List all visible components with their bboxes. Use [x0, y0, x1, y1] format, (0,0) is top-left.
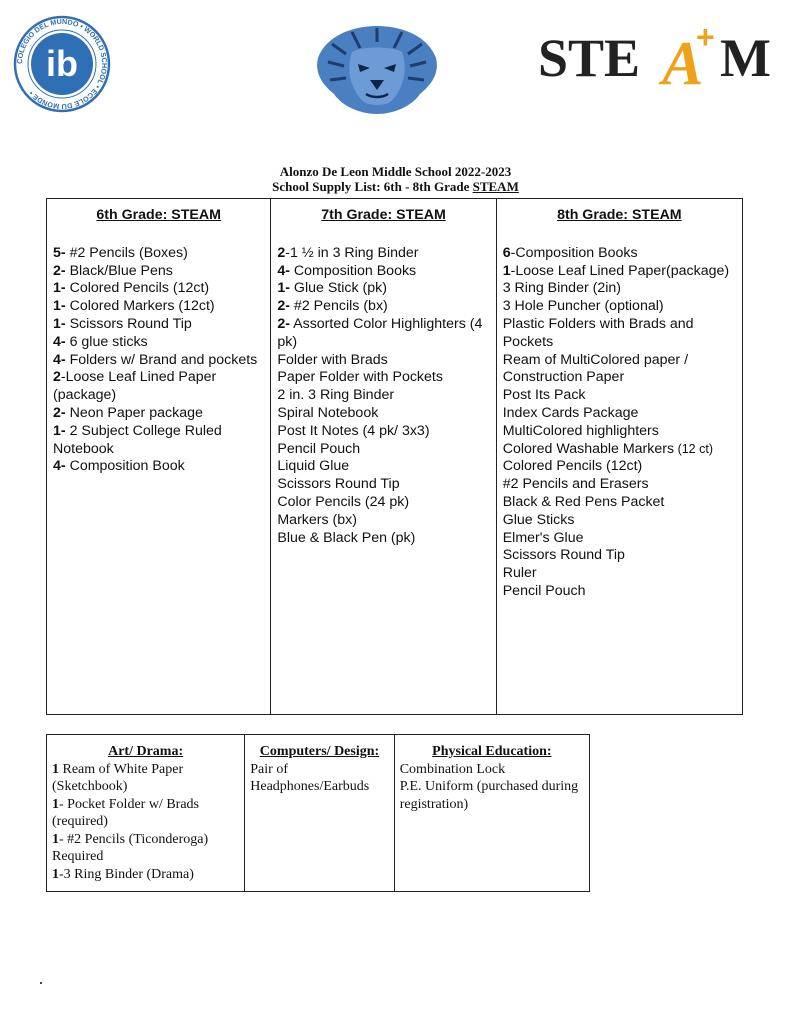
item-quantity: 5-: [53, 244, 66, 261]
item-count-note: (12 ct): [674, 441, 713, 456]
item-text: Colored Markers (12ct): [65, 298, 215, 315]
item-quantity: 1-: [277, 280, 290, 297]
grade-6-heading: 6th Grade: STEAM: [96, 207, 221, 223]
item-quantity: 2-: [53, 262, 66, 279]
physical-education-heading: Physical Education:: [432, 744, 552, 759]
list-item: [503, 441, 736, 459]
grade-8-list: [503, 245, 736, 601]
document-title: [0, 164, 791, 194]
list-item: [503, 494, 736, 512]
item-quantity: 4-: [53, 458, 66, 475]
list-item: [503, 458, 736, 476]
computers-design-column: [244, 735, 393, 891]
item-text: 2 Subject College Ruled Notebook: [53, 422, 222, 457]
item-text: Color Pencils (24 pk): [277, 493, 410, 510]
item-text: #2 Pencils (Boxes): [65, 244, 188, 261]
svg-text:+: +: [696, 19, 715, 55]
list-item: [277, 476, 489, 494]
list-item: [52, 796, 239, 831]
item-text: Plastic Folders with Brads and Pockets: [502, 315, 694, 350]
list-item: [503, 583, 736, 601]
item-text: Pencil Pouch: [502, 582, 586, 599]
list-item: [52, 761, 239, 796]
item-quantity: 2-: [277, 298, 290, 315]
grade-supply-table: [46, 198, 743, 715]
item-text: Pencil Pouch: [277, 440, 361, 457]
list-item: [53, 458, 264, 476]
item-quantity: 2: [53, 369, 61, 386]
list-item: [503, 530, 736, 548]
list-item: [53, 298, 264, 316]
item-text: -Composition Books: [510, 244, 638, 261]
list-item: [53, 405, 264, 423]
item-quantity: 4-: [53, 351, 66, 368]
item-text: Liquid Glue: [277, 458, 350, 475]
list-item: [503, 316, 736, 352]
list-item: [277, 441, 489, 459]
item-text: #2 Pencils and Erasers: [502, 476, 649, 493]
list-item: [277, 352, 489, 370]
physical-education-list: [400, 761, 584, 814]
grade-7-heading: 7th Grade: STEAM: [321, 207, 446, 223]
item-text: MultiColored highlighters: [502, 422, 659, 439]
svg-text:A: A: [662, 30, 704, 94]
item-text: Ream of MultiColored paper / Construction Paper: [502, 351, 689, 386]
list-item: [277, 512, 489, 530]
list-item: [503, 352, 736, 388]
computers-design-heading: Computers/ Design:: [259, 744, 380, 759]
item-quantity: 1: [52, 831, 59, 847]
list-item: [277, 423, 489, 441]
list-item: [503, 280, 736, 298]
item-quantity: 1: [52, 796, 59, 812]
list-item: [53, 369, 264, 405]
computers-design-list: [250, 761, 388, 796]
item-text: Neon Paper package: [65, 404, 203, 421]
list-item: [277, 405, 489, 423]
item-text: Folders w/ Brand and pockets: [65, 351, 258, 368]
grade-7-column: [270, 199, 495, 714]
item-quantity: 2-: [277, 315, 290, 332]
item-quantity: 1: [502, 262, 511, 279]
item-text: - Pocket Folder w/ Brads (required): [52, 796, 199, 829]
item-text: -3 Ring Binder (Drama): [59, 866, 194, 882]
item-text: 3 Hole Puncher (optional): [502, 298, 664, 315]
item-text: - #2 Pencils (Ticonderoga) Required: [52, 831, 209, 864]
item-text: Composition Book: [65, 458, 185, 475]
item-quantity: 6: [502, 244, 511, 261]
item-text: Post It Notes (4 pk/ 3x3): [277, 422, 430, 439]
item-text: Colored Pencils (12ct): [65, 280, 210, 297]
list-item: [53, 423, 264, 459]
title-line-2: [0, 179, 791, 194]
title-line-1: Alonzo De Leon Middle School 2022-2023: [279, 164, 512, 179]
title-line-2-part2: STEAM: [472, 179, 519, 194]
list-item: [277, 245, 489, 263]
list-item: [400, 778, 584, 813]
list-item: [277, 458, 489, 476]
item-quantity: 1: [52, 761, 59, 777]
grade-8-column: [496, 199, 742, 714]
item-text: -Loose Leaf Lined Paper (package): [53, 369, 217, 404]
item-text: Spiral Notebook: [277, 404, 379, 421]
item-text: Markers (bx): [277, 511, 357, 528]
art-drama-list: [52, 761, 239, 884]
list-item: [503, 405, 736, 423]
item-text: Post Its Pack: [502, 387, 586, 404]
item-text: Elmer's Glue: [502, 529, 584, 546]
item-text: Glue Stick (pk): [289, 280, 387, 297]
ib-ring-text: COLEGIO DEL MUNDO • WORLD SCHOOL • ÉCOLE DU MONDE •: [14, 16, 110, 112]
list-item: [53, 352, 264, 370]
item-quantity: 1-: [53, 315, 66, 332]
item-quantity: 1-: [53, 298, 66, 315]
item-text: Folder with Brads: [277, 351, 388, 368]
list-item: [503, 263, 736, 281]
list-item: [52, 831, 239, 866]
list-item: [277, 298, 489, 316]
list-item: [277, 530, 489, 548]
art-drama-heading: Art/ Drama:: [108, 744, 184, 759]
item-text: Colored Pencils (12ct): [502, 458, 643, 475]
item-text: Scissors Round Tip: [277, 476, 400, 493]
item-quantity: 4-: [53, 333, 66, 350]
title-line-2-part1: School Supply List: 6th - 8th Grade: [272, 179, 473, 194]
item-quantity: 1: [52, 866, 59, 882]
list-item: [250, 761, 388, 796]
list-item: [277, 316, 489, 352]
ib-letters: ib: [46, 43, 78, 84]
item-text: 2 in. 3 Ring Binder: [277, 387, 395, 404]
item-text: Glue Sticks: [502, 511, 575, 528]
list-item: [400, 761, 584, 779]
item-text: Black & Red Pens Packet: [502, 493, 665, 510]
grade-6-list: [53, 245, 264, 476]
list-item: [503, 547, 736, 565]
list-item: [53, 263, 264, 281]
item-quantity: 2: [277, 244, 286, 261]
svg-text:M: M: [720, 28, 771, 88]
list-item: [277, 280, 489, 298]
list-item: [53, 245, 264, 263]
item-text: Colored Washable Markers: [502, 440, 675, 457]
item-text: Assorted Color Highlighters (4 pk): [277, 315, 483, 350]
svg-text:STE: STE: [538, 28, 641, 88]
list-item: [277, 387, 489, 405]
item-text: Black/Blue Pens: [65, 262, 173, 279]
list-item: [277, 369, 489, 387]
list-item: [503, 565, 736, 583]
item-text: Index Cards Package: [502, 404, 639, 421]
art-drama-column: [47, 735, 244, 891]
item-quantity: 1-: [53, 280, 66, 297]
item-text: 6 glue sticks: [65, 333, 148, 350]
item-text: 3 Ring Binder (2in): [502, 280, 622, 297]
list-item: [53, 280, 264, 298]
item-text: Ruler: [502, 565, 537, 582]
list-item: [277, 494, 489, 512]
item-text: P.E. Uniform (purchased during registration): [399, 779, 579, 812]
list-item: [503, 245, 736, 263]
list-item: [52, 866, 239, 884]
item-quantity: 1-: [53, 422, 66, 439]
grade-6-column: [47, 199, 270, 714]
grade-7-list: [277, 245, 489, 548]
item-text: Scissors Round Tip: [502, 547, 625, 564]
list-item: [53, 334, 264, 352]
item-quantity: 2-: [53, 404, 66, 421]
list-item: [53, 316, 264, 334]
list-item: [277, 263, 489, 281]
item-text: -Loose Leaf Lined Paper(package): [510, 262, 730, 279]
item-text: Composition Books: [289, 262, 417, 279]
steam-logo: [536, 18, 776, 94]
item-quantity: 4-: [277, 262, 290, 279]
stray-mark: [40, 982, 42, 984]
item-text: Ream of White Paper (Sketchbook): [52, 761, 184, 794]
item-text: Scissors Round Tip: [65, 315, 192, 332]
list-item: [503, 387, 736, 405]
physical-education-column: [394, 735, 589, 891]
list-item: [503, 476, 736, 494]
grade-8-heading: 8th Grade: STEAM: [557, 207, 682, 223]
item-text: Paper Folder with Pockets: [277, 369, 443, 386]
list-item: [503, 423, 736, 441]
list-item: [503, 298, 736, 316]
item-text: Pair of Headphones/Earbuds: [250, 761, 370, 794]
item-text: Combination Lock: [399, 761, 506, 777]
item-text: -1 ½ in 3 Ring Binder: [285, 244, 419, 261]
item-text: #2 Pencils (bx): [289, 298, 388, 315]
ib-world-school-logo: [12, 14, 112, 114]
item-text: Blue & Black Pen (pk): [277, 529, 416, 546]
electives-supply-table: [46, 734, 590, 892]
lion-mascot-logo: [312, 24, 442, 116]
list-item: [503, 512, 736, 530]
